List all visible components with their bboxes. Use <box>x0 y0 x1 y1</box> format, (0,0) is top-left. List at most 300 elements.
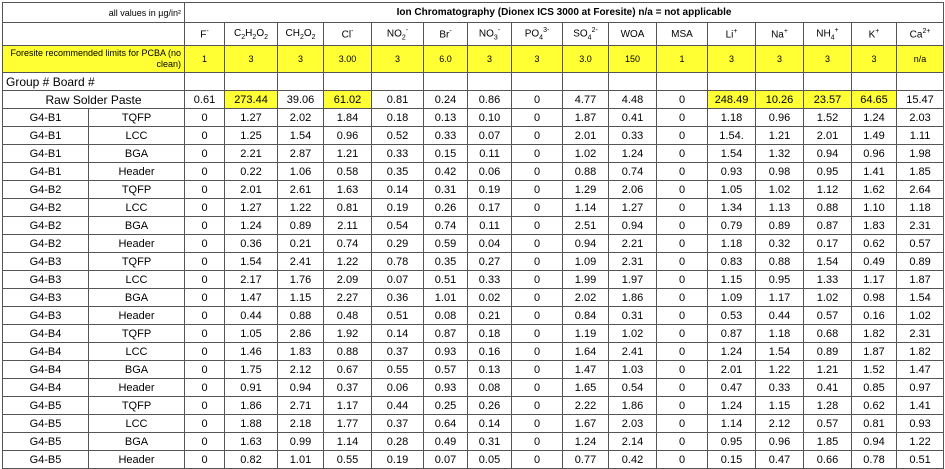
group-board-header: Group # Board # <box>3 73 185 91</box>
value-cell: 1.47 <box>563 361 609 379</box>
value-cell: 0.31 <box>609 307 657 325</box>
value-cell: 1.29 <box>563 181 609 199</box>
header-blank-cell <box>3 23 185 46</box>
value-cell: 1.67 <box>563 415 609 433</box>
value-cell: 1.34 <box>708 199 756 217</box>
value-cell: 0.83 <box>708 253 756 271</box>
table-row <box>3 361 944 379</box>
raw-solder-paste-label: Raw Solder Paste <box>3 91 185 109</box>
value-cell: 1.83 <box>852 217 897 235</box>
group-cell: G4-B4 <box>3 343 89 361</box>
value-cell: 0.79 <box>708 217 756 235</box>
board-cell: TQFP <box>89 253 185 271</box>
value-cell: 0.15 <box>708 451 756 469</box>
board-cell: Header <box>89 163 185 181</box>
value-cell: 0 <box>512 289 563 307</box>
value-cell: 1.17 <box>324 397 372 415</box>
value-cell: 2.17 <box>225 271 278 289</box>
value-cell: 0.51 <box>897 451 944 469</box>
value-cell: 0.78 <box>852 451 897 469</box>
blank-cell <box>324 73 372 91</box>
value-cell: 0 <box>512 217 563 235</box>
value-cell: 2.11 <box>324 217 372 235</box>
value-cell: 0.07 <box>372 271 424 289</box>
value-cell: 0.27 <box>468 253 512 271</box>
value-cell: 1.01 <box>424 289 468 307</box>
raw-value-cell: 64.65 <box>852 91 897 109</box>
raw-value-cell: 0.86 <box>468 91 512 109</box>
value-cell: 0.31 <box>468 433 512 451</box>
group-cell: G4-B1 <box>3 145 89 163</box>
value-cell: 2.01 <box>563 127 609 145</box>
value-cell: 0.16 <box>468 343 512 361</box>
value-cell: 0 <box>512 379 563 397</box>
value-cell: 0.66 <box>804 451 852 469</box>
value-cell: 1.18 <box>708 109 756 127</box>
value-cell: 1.87 <box>563 109 609 127</box>
value-cell: 0.88 <box>324 343 372 361</box>
value-cell: 0.58 <box>324 163 372 181</box>
value-cell: 1.14 <box>708 415 756 433</box>
raw-value-cell: 0 <box>512 91 563 109</box>
value-cell: 1.05 <box>708 181 756 199</box>
group-cell: G4-B2 <box>3 181 89 199</box>
value-cell: 0.08 <box>424 307 468 325</box>
value-cell: 1.21 <box>324 145 372 163</box>
value-cell: 2.61 <box>278 181 324 199</box>
value-cell: 1.15 <box>708 271 756 289</box>
value-cell: 1.24 <box>563 433 609 451</box>
value-cell: 0.55 <box>324 451 372 469</box>
limit-cell: 3 <box>372 46 424 73</box>
value-cell: 1.41 <box>852 163 897 181</box>
blank-cell <box>278 73 324 91</box>
value-cell: 1.82 <box>897 343 944 361</box>
value-cell: 0.88 <box>756 253 804 271</box>
value-cell: 0.13 <box>424 109 468 127</box>
blank-cell <box>897 73 944 91</box>
value-cell: 0.28 <box>372 433 424 451</box>
value-cell: 1.02 <box>804 289 852 307</box>
value-cell: 2.18 <box>278 415 324 433</box>
value-cell: 0 <box>185 415 225 433</box>
value-cell: 0.06 <box>468 163 512 181</box>
group-cell: G4-B2 <box>3 199 89 217</box>
value-cell: 0 <box>657 199 708 217</box>
value-cell: 1.76 <box>278 271 324 289</box>
column-header: $CH_2O_2$ <box>278 23 324 46</box>
value-cell: 0.22 <box>225 163 278 181</box>
value-cell: 1.54 <box>897 289 944 307</box>
value-cell: 0.62 <box>852 397 897 415</box>
value-cell: 0.81 <box>852 415 897 433</box>
value-cell: 1.09 <box>563 253 609 271</box>
value-cell: 1.85 <box>804 433 852 451</box>
board-cell: TQFP <box>89 397 185 415</box>
value-cell: 0 <box>185 397 225 415</box>
board-cell: LCC <box>89 415 185 433</box>
value-cell: 0 <box>512 307 563 325</box>
column-header: Br- <box>424 23 468 46</box>
table-row <box>3 343 944 361</box>
column-header: K+ <box>852 23 897 46</box>
limit-cell: 3.00 <box>324 46 372 73</box>
group-cell: G4-B3 <box>3 271 89 289</box>
group-cell: G4-B1 <box>3 163 89 181</box>
limit-cell: 3 <box>708 46 756 73</box>
value-cell: 1.22 <box>756 361 804 379</box>
value-cell: 1.65 <box>563 379 609 397</box>
value-cell: 0.89 <box>756 217 804 235</box>
value-cell: 0 <box>512 235 563 253</box>
value-cell: 0.31 <box>424 181 468 199</box>
value-cell: 0 <box>185 361 225 379</box>
value-cell: 0.78 <box>372 253 424 271</box>
value-cell: 0 <box>657 253 708 271</box>
limit-cell: 3 <box>278 46 324 73</box>
value-cell: 1.13 <box>756 199 804 217</box>
raw-value-cell: 0.81 <box>372 91 424 109</box>
value-cell: 1.25 <box>225 127 278 145</box>
blank-cell <box>852 73 897 91</box>
value-cell: 0 <box>657 127 708 145</box>
value-cell: 1.33 <box>804 271 852 289</box>
value-cell: 1.15 <box>278 289 324 307</box>
value-cell: 0.47 <box>708 379 756 397</box>
value-cell: 0 <box>185 145 225 163</box>
value-cell: 2.02 <box>563 289 609 307</box>
value-cell: 0.19 <box>372 199 424 217</box>
value-cell: 0.84 <box>563 307 609 325</box>
blank-cell <box>512 73 563 91</box>
value-cell: 1.15 <box>756 397 804 415</box>
value-cell: 0.07 <box>424 451 468 469</box>
value-cell: 0.14 <box>468 415 512 433</box>
value-cell: 0 <box>512 343 563 361</box>
table-row <box>3 181 944 199</box>
limit-cell: 3 <box>756 46 804 73</box>
blank-cell <box>756 73 804 91</box>
table-row <box>3 451 944 469</box>
value-cell: 1.11 <box>897 127 944 145</box>
group-cell: G4-B5 <box>3 415 89 433</box>
value-cell: 2.21 <box>225 145 278 163</box>
table-row <box>3 109 944 127</box>
limit-cell: 6.0 <box>424 46 468 73</box>
value-cell: 1.09 <box>708 289 756 307</box>
value-cell: 0.59 <box>424 235 468 253</box>
value-cell: 0.25 <box>424 397 468 415</box>
value-cell: 0.88 <box>278 307 324 325</box>
value-cell: 2.09 <box>324 271 372 289</box>
value-cell: 0.96 <box>756 433 804 451</box>
value-cell: 0.93 <box>897 415 944 433</box>
column-header: MSA <box>657 23 708 46</box>
value-cell: 0.33 <box>756 379 804 397</box>
table-row <box>3 271 944 289</box>
value-cell: 0.64 <box>424 415 468 433</box>
value-cell: 1.06 <box>278 163 324 181</box>
value-cell: 1.98 <box>897 145 944 163</box>
value-cell: 1.87 <box>897 271 944 289</box>
value-cell: 0.74 <box>609 163 657 181</box>
value-cell: 0.05 <box>468 451 512 469</box>
table-row <box>3 433 944 451</box>
value-cell: 1.75 <box>225 361 278 379</box>
value-cell: 1.21 <box>804 361 852 379</box>
limit-cell: 3 <box>512 46 563 73</box>
value-cell: 0.54 <box>609 379 657 397</box>
value-cell: 0 <box>185 253 225 271</box>
board-cell: TQFP <box>89 109 185 127</box>
value-cell: 1.22 <box>897 433 944 451</box>
board-cell: Header <box>89 451 185 469</box>
value-cell: 0 <box>185 199 225 217</box>
value-cell: 0 <box>512 433 563 451</box>
limit-cell: 1 <box>185 46 225 73</box>
value-cell: 0.89 <box>897 253 944 271</box>
table-row <box>3 235 944 253</box>
value-cell: 0.15 <box>424 145 468 163</box>
value-cell: 0.62 <box>852 235 897 253</box>
value-cell: 2.27 <box>324 289 372 307</box>
column-header: Na+ <box>756 23 804 46</box>
column-header: F- <box>185 23 225 46</box>
value-cell: 0.14 <box>372 181 424 199</box>
value-cell: 0 <box>512 145 563 163</box>
value-cell: 0.35 <box>372 163 424 181</box>
value-cell: 0 <box>185 325 225 343</box>
value-cell: 0.49 <box>852 253 897 271</box>
table-row <box>3 163 944 181</box>
value-cell: 1.84 <box>324 109 372 127</box>
value-cell: 0 <box>657 397 708 415</box>
board-cell: BGA <box>89 289 185 307</box>
value-cell: 0.51 <box>424 271 468 289</box>
value-cell: 0.37 <box>324 379 372 397</box>
value-cell: 1.54. <box>708 127 756 145</box>
value-cell: 1.63 <box>225 433 278 451</box>
value-cell: 0 <box>512 325 563 343</box>
table-row <box>3 415 944 433</box>
value-cell: 1.62 <box>852 181 897 199</box>
board-cell: TQFP <box>89 325 185 343</box>
board-cell: Header <box>89 307 185 325</box>
raw-value-cell: 4.77 <box>563 91 609 109</box>
value-cell: 0.57 <box>804 415 852 433</box>
value-cell: 0.67 <box>324 361 372 379</box>
value-cell: 1.54 <box>278 127 324 145</box>
column-header: $PO_4^{3-}$ <box>512 23 563 46</box>
limit-cell: 150 <box>609 46 657 73</box>
raw-value-cell: 61.02 <box>324 91 372 109</box>
value-cell: 0.26 <box>468 397 512 415</box>
value-cell: 0.87 <box>708 325 756 343</box>
blank-cell <box>804 73 852 91</box>
value-cell: 1.41 <box>897 397 944 415</box>
value-cell: 1.92 <box>324 325 372 343</box>
value-cell: 0 <box>657 307 708 325</box>
board-cell: Header <box>89 235 185 253</box>
value-cell: 0.93 <box>424 379 468 397</box>
value-cell: 0.88 <box>563 163 609 181</box>
board-cell: Header <box>89 379 185 397</box>
blank-cell <box>657 73 708 91</box>
value-cell: 0.95 <box>756 271 804 289</box>
value-cell: 1.02 <box>756 181 804 199</box>
value-cell: 0 <box>657 181 708 199</box>
value-cell: 1.24 <box>225 217 278 235</box>
value-cell: 0 <box>657 163 708 181</box>
value-cell: 0 <box>657 289 708 307</box>
value-cell: 0.89 <box>804 343 852 361</box>
value-cell: 2.51 <box>563 217 609 235</box>
value-cell: 0 <box>657 415 708 433</box>
table-row <box>3 199 944 217</box>
value-cell: 0.44 <box>756 307 804 325</box>
value-cell: 1.10 <box>852 199 897 217</box>
value-cell: 1.85 <box>897 163 944 181</box>
value-cell: 1.18 <box>897 199 944 217</box>
table-row <box>3 307 944 325</box>
limit-cell: 1 <box>657 46 708 73</box>
value-cell: 0.94 <box>609 217 657 235</box>
value-cell: 2.41 <box>609 343 657 361</box>
limit-cell: 3 <box>225 46 278 73</box>
value-cell: 0.44 <box>372 397 424 415</box>
value-cell: 1.05 <box>225 325 278 343</box>
value-cell: 0 <box>657 271 708 289</box>
value-cell: 0 <box>657 343 708 361</box>
value-cell: 1.18 <box>756 325 804 343</box>
value-cell: 0.96 <box>756 109 804 127</box>
value-cell: 0.14 <box>372 325 424 343</box>
value-cell: 2.87 <box>278 145 324 163</box>
value-cell: 1.99 <box>563 271 609 289</box>
value-cell: 0 <box>185 451 225 469</box>
value-cell: 0 <box>657 145 708 163</box>
value-cell: 1.19 <box>563 325 609 343</box>
value-cell: 1.88 <box>225 415 278 433</box>
value-cell: 1.97 <box>609 271 657 289</box>
value-cell: 2.31 <box>897 325 944 343</box>
value-cell: 0.85 <box>852 379 897 397</box>
value-cell: 1.02 <box>563 145 609 163</box>
value-cell: 0 <box>657 325 708 343</box>
blank-cell <box>563 73 609 91</box>
value-cell: 0.96 <box>324 127 372 145</box>
value-cell: 0.57 <box>897 235 944 253</box>
value-cell: 0.10 <box>468 109 512 127</box>
value-cell: 2.31 <box>609 253 657 271</box>
value-cell: 0 <box>185 181 225 199</box>
value-cell: 0 <box>185 307 225 325</box>
value-cell: 1.14 <box>563 199 609 217</box>
value-cell: 0.18 <box>372 109 424 127</box>
limits-label: Foresite recommended limits for PCBA (no clean) <box>3 46 185 73</box>
limit-cell: n/a <box>897 46 944 73</box>
value-cell: 2.12 <box>278 361 324 379</box>
value-cell: 0.37 <box>372 415 424 433</box>
table-row <box>3 127 944 145</box>
value-cell: 0.57 <box>424 361 468 379</box>
raw-value-cell: 273.44 <box>225 91 278 109</box>
value-cell: 0 <box>512 271 563 289</box>
value-cell: 0 <box>185 289 225 307</box>
value-cell: 1.46 <box>225 343 278 361</box>
group-cell: G4-B1 <box>3 109 89 127</box>
value-cell: 1.49 <box>852 127 897 145</box>
value-cell: 0 <box>512 181 563 199</box>
blank-cell <box>225 73 278 91</box>
value-cell: 0.95 <box>708 433 756 451</box>
board-cell: LCC <box>89 127 185 145</box>
value-cell: 2.01 <box>708 361 756 379</box>
value-cell: 0.68 <box>804 325 852 343</box>
group-cell: G4-B4 <box>3 325 89 343</box>
value-cell: 0.35 <box>424 253 468 271</box>
value-cell: 0.54 <box>372 217 424 235</box>
value-cell: 0.18 <box>468 325 512 343</box>
value-cell: 0.21 <box>278 235 324 253</box>
value-cell: 1.27 <box>609 199 657 217</box>
raw-value-cell: 0.61 <box>185 91 225 109</box>
value-cell: 1.02 <box>897 307 944 325</box>
value-cell: 0 <box>657 379 708 397</box>
value-cell: 0 <box>512 163 563 181</box>
value-cell: 0.49 <box>424 433 468 451</box>
blank-cell <box>424 73 468 91</box>
value-cell: 0.82 <box>225 451 278 469</box>
raw-value-cell: 0 <box>657 91 708 109</box>
value-cell: 0.26 <box>424 199 468 217</box>
value-cell: 0.06 <box>372 379 424 397</box>
value-cell: 1.12 <box>804 181 852 199</box>
value-cell: 1.24 <box>708 343 756 361</box>
group-cell: G4-B2 <box>3 235 89 253</box>
value-cell: 0.19 <box>468 181 512 199</box>
column-header: $SO_4^{2-}$ <box>563 23 609 46</box>
value-cell: 1.86 <box>225 397 278 415</box>
value-cell: 2.31 <box>897 217 944 235</box>
value-cell: 2.06 <box>609 181 657 199</box>
value-cell: 0.57 <box>804 307 852 325</box>
value-cell: 0.87 <box>804 217 852 235</box>
value-cell: 0.16 <box>852 307 897 325</box>
value-cell: 1.18 <box>708 235 756 253</box>
limit-cell: 3.0 <box>563 46 609 73</box>
value-cell: 1.54 <box>804 253 852 271</box>
table-row <box>3 397 944 415</box>
value-cell: 2.64 <box>897 181 944 199</box>
value-cell: 0 <box>512 253 563 271</box>
value-cell: 1.14 <box>324 433 372 451</box>
value-cell: 0 <box>185 433 225 451</box>
value-cell: 0.97 <box>897 379 944 397</box>
value-cell: 2.12 <box>756 415 804 433</box>
value-cell: 1.28 <box>804 397 852 415</box>
value-cell: 0.93 <box>424 343 468 361</box>
board-cell: LCC <box>89 343 185 361</box>
value-cell: 0 <box>512 199 563 217</box>
value-cell: 0.17 <box>468 199 512 217</box>
value-cell: 0.77 <box>563 451 609 469</box>
column-header: Li+ <box>708 23 756 46</box>
limit-cell: 3 <box>804 46 852 73</box>
value-cell: 2.41 <box>278 253 324 271</box>
limit-cell: 3 <box>468 46 512 73</box>
value-cell: 0.74 <box>424 217 468 235</box>
